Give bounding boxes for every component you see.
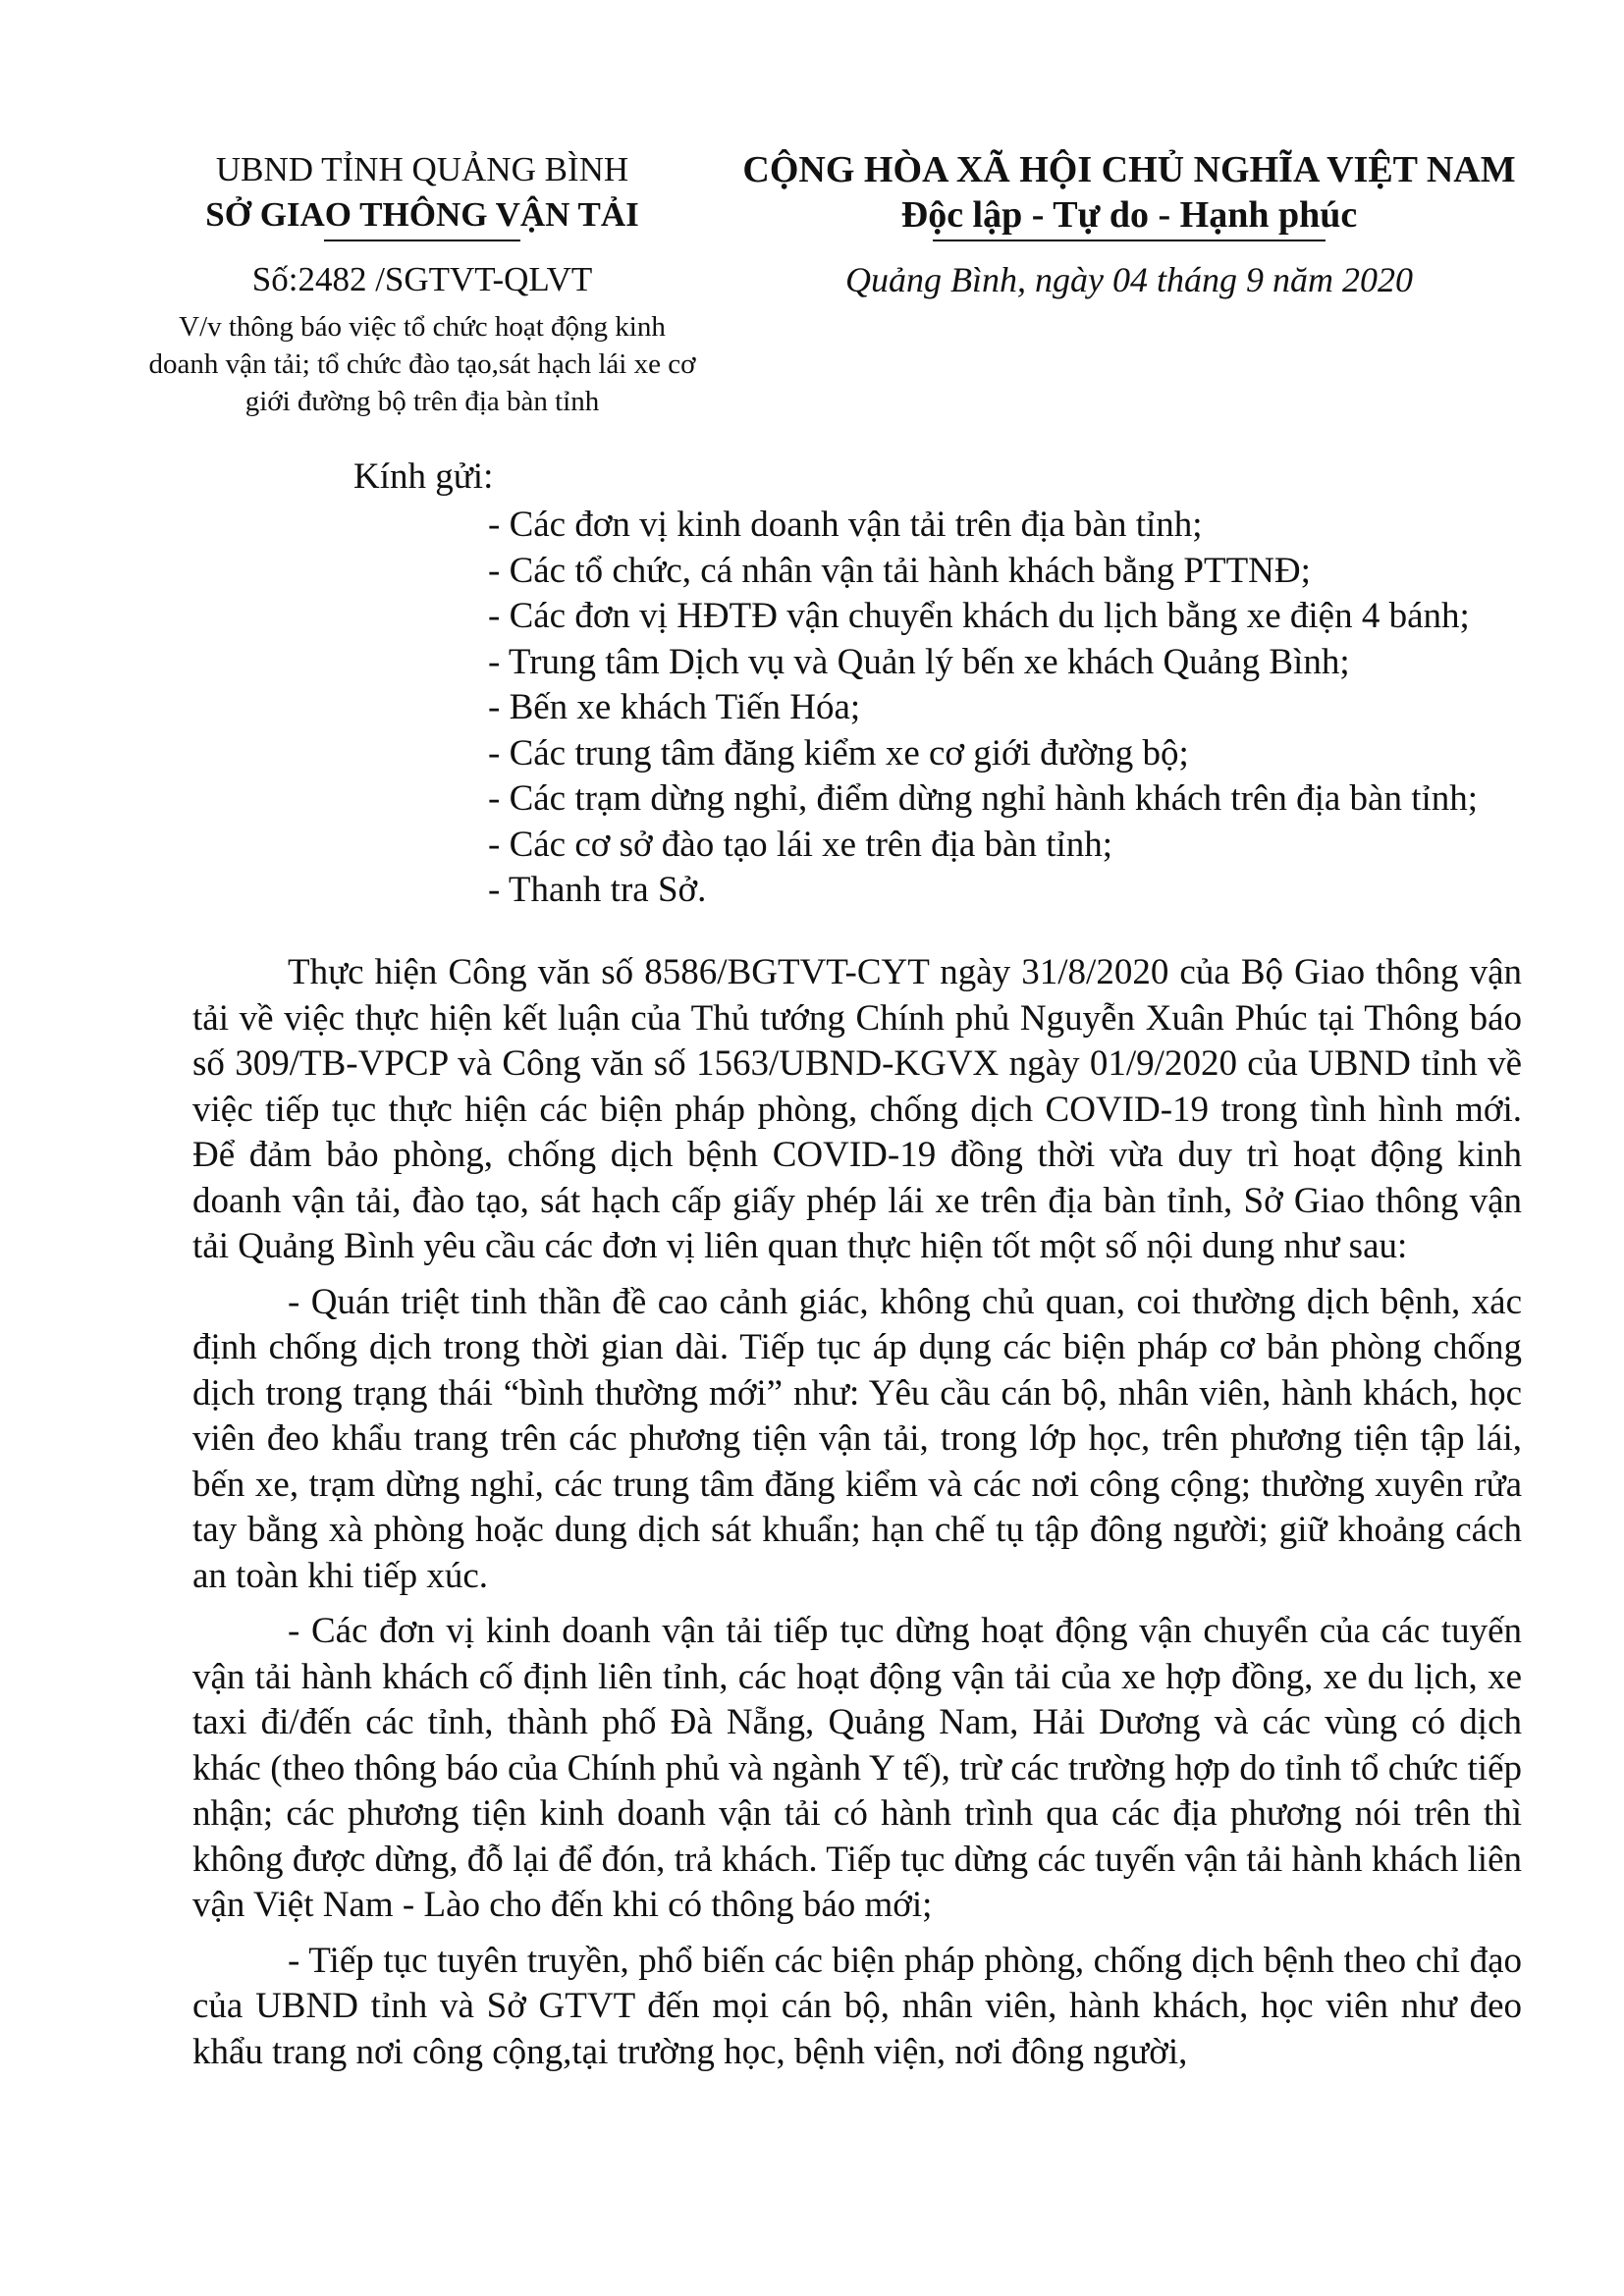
recipient-item: - Các tổ chức, cá nhân vận tải hành khách bằng PTTNĐ;	[488, 550, 1311, 591]
recipient-item: - Các trung tâm đăng kiểm xe cơ giới đường bộ;	[488, 732, 1189, 774]
body-paragraph: Thực hiện Công văn số 8586/BGTVT-CYT ngày 31/8/2020 của Bộ Giao thông vận tải về việc thực hiện kết luận của Thủ tướng Chính phủ Nguyễn Xuân Phúc tại Thông báo số 309/TB-VPCP và Công văn số 1563/UBND-KGVX ngày 01/9/2020 của UBND tỉnh về việc tiếp tục thực hiện các biện pháp phòng, chống dịch COVID-19 trong tình hình mới. Để đảm bảo phòng, chống dịch bệnh COVID-19 đồng thời vừa duy trì hoạt động kinh doanh vận tải, đào tạo, sát hạch cấp giấy phép lái xe trên địa bàn tỉnh, Sở Giao thông vận tải Quảng Bình yêu cầu các đơn vị liên quan thực hiện tốt một số nội dung như sau:	[192, 952, 1522, 1266]
recipient-item: - Các đơn vị kinh doanh vận tải trên địa bàn tỉnh;	[488, 505, 1203, 545]
recipient-item: - Trung tâm Dịch vụ và Quản lý bến xe khách Quảng Bình;	[488, 641, 1350, 682]
document-body	[192, 950, 1522, 2085]
recipient-item: - Các trạm dừng nghỉ, điểm dừng nghỉ hành khách trên địa bàn tỉnh;	[488, 778, 1479, 819]
parent-organization: UBND TỈNH QUẢNG BÌNH	[215, 150, 629, 188]
recipient-item: - Các cơ sở đào tạo lái xe trên địa bàn tỉnh;	[488, 824, 1113, 865]
document-number: Số:2482 /SGTVT-QLVT	[251, 260, 593, 298]
issuer-block	[147, 147, 697, 420]
body-paragraph: - Quán triệt tinh thần đề cao cảnh giác, không chủ quan, coi thường dịch bệnh, xác định chống dịch trong thời gian dài. Tiếp tục áp dụng các biện pháp cơ bản phòng chống dịch trong trạng thái “bình thường mới” như: Yêu cầu cán bộ, nhân viên, hành khách, học viên đeo khẩu trang trên các phương tiện vận tải, trong lớp học, trên phương tiện tập lái, bến xe, trạm dừng nghỉ, các trung tâm đăng kiểm và các nơi công cộng; thường xuyên rửa tay bằng xà phòng hoặc dung dịch sát khuẩn; hạn chế tụ tập đông người; giữ khoảng cách an toàn khi tiếp xúc.	[192, 1281, 1522, 1596]
recipient-list	[488, 503, 1568, 914]
national-title: CỘNG HÒA XÃ HỘI CHỦ NGHĨA VIỆT NAM	[742, 149, 1516, 190]
issuer-divider	[324, 240, 520, 241]
national-motto: Độc lập - Tự do - Hạnh phúc	[900, 194, 1358, 236]
motto-divider	[933, 240, 1326, 241]
recipient-item: - Thanh tra Sở.	[488, 870, 707, 910]
document-subject: V/v thông báo việc tổ chức hoạt động kinh doanh vận tải; tổ chức đào tạo,sát hạch lái xe cơ giới đường bộ trên địa bàn tỉnh	[148, 311, 696, 417]
body-paragraph: - Các đơn vị kinh doanh vận tải tiếp tục dừng hoạt động vận chuyển của các tuyến vận tải hành khách cố định liên tỉnh, các hoạt động vận tải của xe hợp đồng, xe du lịch, xe taxi đi/đến các tỉnh, thành phố Đà Nẵng, Quảng Nam, Hải Dương và các vùng có dịch khác (theo thông báo của Chính phủ và ngành Y tế), trừ các trường hợp do tỉnh tổ chức tiếp nhận; các phương tiện kinh doanh vận tải có hành trình qua các địa phương nói trên thì không được dừng, đỗ lại để đón, trả khách. Tiếp tục dừng các tuyến vận tải hành khách liên vận Việt Nam - Lào cho đến khi có thông báo mới;	[192, 1611, 1522, 1925]
national-header	[707, 147, 1551, 302]
body-paragraph: - Tiếp tục tuyên truyền, phổ biến các biện pháp phòng, chống dịch bệnh theo chỉ đạo của UBND tỉnh và Sở GTVT đến mọi cán bộ, nhân viên, hành khách, học viên như đeo khẩu trang nơi công cộng,tại trường học, bệnh viện, nơi đông người,	[192, 1940, 1522, 2072]
place-and-date: Quảng Bình, ngày 04 tháng 9 năm 2020	[845, 260, 1413, 299]
issuing-organization: SỞ GIAO THÔNG VẬN TẢI	[205, 195, 639, 234]
recipient-item: - Bến xe khách Tiến Hóa;	[488, 687, 861, 727]
recipient-item: - Các đơn vị HĐTĐ vận chuyển khách du lịch bằng xe điện 4 bánh;	[488, 596, 1470, 636]
greeting: Kính gửi:	[353, 456, 494, 497]
